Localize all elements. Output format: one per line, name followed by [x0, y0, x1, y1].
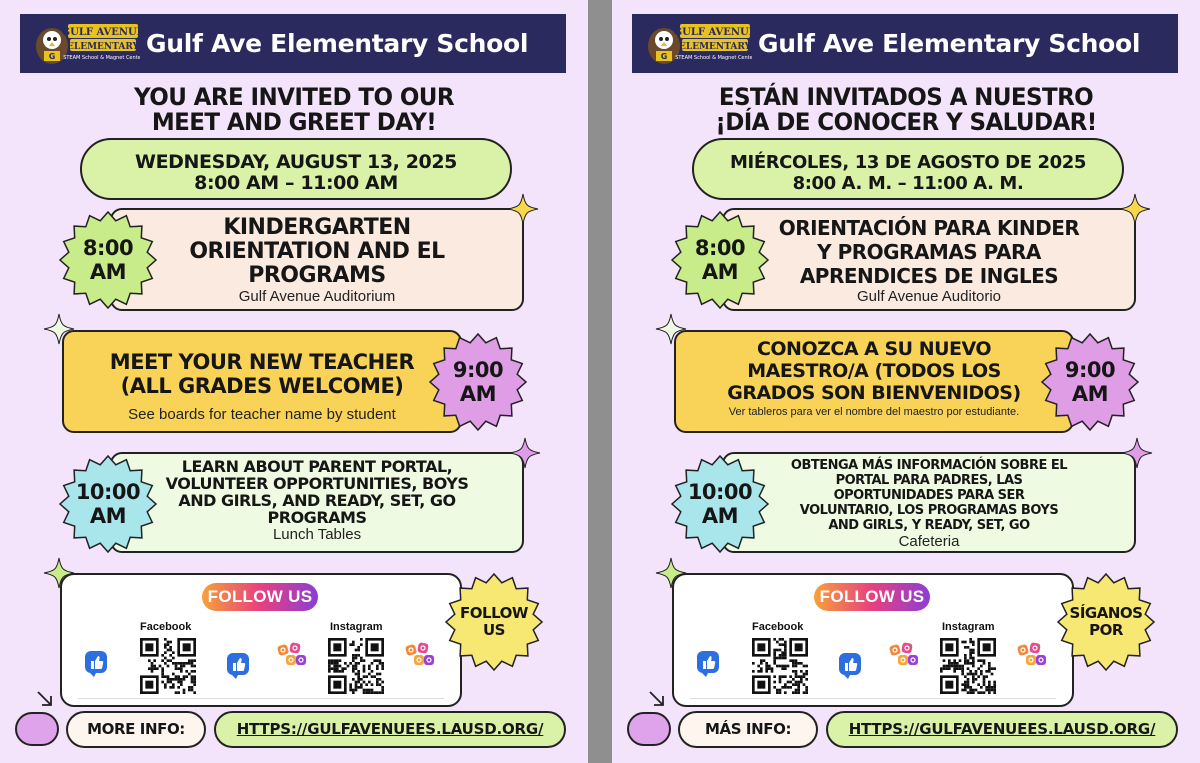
follow-us-box — [60, 573, 462, 707]
follow-us-badge — [444, 572, 544, 672]
event3-title-line: OPORTUNIDADES PARA SER — [833, 488, 1025, 503]
svg-text:G: G — [48, 51, 56, 61]
decorative-oval — [627, 712, 671, 746]
time-badge-10am — [58, 454, 158, 554]
event3-title — [112, 458, 522, 526]
event3-title-line: AND GIRLS, AND READY, SET, GO — [178, 491, 456, 510]
facebook-like-icon — [226, 652, 250, 680]
event2-title-line: GRADOS SON BIENVENIDOS) — [727, 382, 1021, 404]
follow-us-box — [672, 573, 1074, 707]
badge-time: 9:00 — [1064, 358, 1116, 382]
event1-title-line: KINDERGARTEN — [223, 215, 411, 240]
time-badge-8am — [670, 210, 770, 310]
logo-line2: ELEMENTARY — [67, 41, 139, 52]
sparkle-icon — [506, 192, 540, 226]
time-badge-10am — [670, 454, 770, 554]
logo-line1: GULF AVENUE — [673, 26, 752, 38]
event3-title-line: VOLUNTEER OPPORTUNITIES, BOYS — [165, 474, 469, 493]
event-parent-portal-box — [110, 452, 524, 553]
event1-location: Gulf Avenue Auditorio — [857, 288, 1001, 305]
instagram-icon — [276, 641, 308, 669]
event3-title-line: VOLUNTARIO, LOS PROGRAMAS BOYS — [799, 503, 1059, 518]
badge-follow-line1: SÍGANOS — [1069, 604, 1143, 622]
event2-title-line: MEET YOUR NEW TEACHER — [109, 350, 415, 374]
instagram-label: Instagram — [942, 621, 995, 633]
event2-note: Ver tableros para ver el nombre del maestro por estudiante. — [728, 406, 1020, 418]
follow-us-pill: FOLLOW US — [814, 583, 930, 611]
badge-ampm: AM — [701, 504, 739, 528]
badge-ampm: AM — [89, 260, 127, 284]
badge-follow-line2: US — [483, 621, 505, 639]
more-info-label: MORE INFO: — [66, 711, 206, 748]
header-bar — [632, 14, 1178, 73]
badge-time: 9:00 — [452, 358, 504, 382]
event-parent-portal-box — [722, 452, 1136, 553]
website-link[interactable]: HTTPS://GULFAVENUEES.LAUSD.ORG/ — [214, 711, 566, 748]
invite-heading-line1: YOU ARE INVITED TO OUR — [134, 83, 454, 112]
divider-line — [78, 698, 444, 699]
date-line1: WEDNESDAY, AUGUST 13, 2025 — [135, 151, 457, 173]
badge-ampm: AM — [459, 382, 497, 406]
arrow-down-right-icon — [36, 690, 54, 708]
sparkle-icon — [508, 436, 542, 470]
logo-line3: STEAM School & Magnet Center — [63, 54, 140, 61]
invite-heading-line2: ¡DÍA DE CONOCER Y SALUDAR! — [715, 108, 1097, 137]
page-gutter — [588, 0, 612, 763]
event-meet-teacher-box — [674, 330, 1074, 433]
instagram-qr-code[interactable] — [940, 638, 996, 694]
event-kindergarten-box — [722, 208, 1136, 311]
event1-title-line: ORIENTATION AND EL — [189, 239, 445, 264]
facebook-like-icon — [84, 650, 108, 678]
event3-location: Lunch Tables — [272, 526, 362, 543]
sparkle-icon — [654, 312, 688, 346]
event-kindergarten-box — [110, 208, 524, 311]
event2-note: See boards for teacher name by student — [128, 406, 396, 423]
event2-title — [676, 338, 1072, 404]
date-pill — [692, 138, 1124, 200]
divider-line — [690, 698, 1056, 699]
event3-location: Cafeteria — [898, 533, 960, 550]
facebook-qr-code[interactable] — [752, 638, 808, 694]
school-logo — [30, 18, 140, 70]
sparkle-icon — [42, 312, 76, 346]
event3-title-line: OBTENGA MÁS INFORMACIÓN SOBRE EL — [790, 458, 1068, 473]
date-line2: 8:00 AM – 11:00 AM — [194, 172, 398, 194]
sparkle-icon — [1118, 192, 1152, 226]
instagram-qr-code[interactable] — [328, 638, 384, 694]
event-meet-teacher-box — [62, 330, 462, 433]
badge-time: 10:00 — [75, 480, 141, 504]
facebook-like-icon — [838, 652, 862, 680]
sparkle-icon — [1120, 436, 1154, 470]
event3-title-line: LEARN ABOUT PARENT PORTAL, — [181, 457, 453, 476]
event3-title-line: PROGRAMS — [267, 508, 367, 527]
event1-title — [724, 216, 1134, 288]
facebook-label: Facebook — [752, 621, 804, 633]
header-bar — [20, 14, 566, 73]
instagram-icon — [1016, 641, 1048, 669]
event3-title-line: AND GIRLS, Y READY, SET, GO — [828, 518, 1030, 533]
badge-time: 10:00 — [687, 480, 753, 504]
badge-follow-line1: FOLLOW — [460, 604, 528, 622]
flyer-page-spanish — [612, 0, 1200, 763]
event1-title — [112, 216, 522, 288]
event2-title — [64, 350, 460, 398]
arrow-down-right-icon — [648, 690, 666, 708]
event3-title — [724, 458, 1134, 533]
event3-title-line: PORTAL PARA PADRES, LAS — [835, 473, 1023, 488]
date-line1: MIÉRCOLES, 13 DE AGOSTO DE 2025 — [730, 152, 1086, 173]
facebook-like-icon — [696, 650, 720, 678]
event2-title-line: MAESTRO/A (TODOS LOS — [747, 360, 1001, 382]
invite-heading-line2: MEET AND GREET DAY! — [151, 108, 437, 137]
event1-title-line: Y PROGRAMAS PARA — [817, 240, 1041, 264]
decorative-oval — [15, 712, 59, 746]
date-pill — [80, 138, 512, 200]
invite-heading — [612, 85, 1200, 135]
school-title: Gulf Ave Elementary School — [146, 29, 529, 58]
logo-line2: ELEMENTARY — [679, 41, 751, 52]
badge-ampm: AM — [1071, 382, 1109, 406]
event1-location: Gulf Avenue Auditorium — [238, 288, 396, 305]
badge-follow-line2: POR — [1089, 621, 1123, 639]
school-title: Gulf Ave Elementary School — [758, 29, 1141, 58]
instagram-icon — [888, 641, 920, 669]
time-badge-9am — [428, 332, 528, 432]
badge-time: 8:00 — [694, 236, 746, 260]
follow-us-pill: FOLLOW US — [202, 583, 318, 611]
badge-time: 8:00 — [82, 236, 134, 260]
date-line2: 8:00 A. M. – 11:00 A. M. — [792, 173, 1024, 194]
event2-title-line: CONOZCA A SU NUEVO — [756, 338, 992, 360]
more-info-label: MÁS INFO: — [678, 711, 818, 748]
school-logo — [642, 18, 752, 70]
badge-ampm: AM — [701, 260, 739, 284]
event2-title-line: (ALL GRADES WELCOME) — [120, 374, 404, 398]
instagram-label: Instagram — [330, 621, 383, 633]
invite-heading — [0, 85, 588, 135]
website-link[interactable]: HTTPS://GULFAVENUEES.LAUSD.ORG/ — [826, 711, 1178, 748]
flyer-page-english — [0, 0, 588, 763]
time-badge-9am — [1040, 332, 1140, 432]
event1-title-line: APRENDICES DE INGLES — [799, 264, 1059, 288]
logo-line1: GULF AVENUE — [61, 26, 140, 38]
time-badge-8am — [58, 210, 158, 310]
event1-title-line: PROGRAMS — [248, 263, 386, 288]
event1-title-line: ORIENTACIÓN PARA KINDER — [778, 216, 1080, 240]
instagram-icon — [404, 641, 436, 669]
svg-text:G: G — [660, 51, 668, 61]
facebook-qr-code[interactable] — [140, 638, 196, 694]
invite-heading-line1: ESTÁN INVITADOS A NUESTRO — [718, 83, 1094, 112]
facebook-label: Facebook — [140, 621, 192, 633]
follow-us-badge — [1056, 572, 1156, 672]
badge-ampm: AM — [89, 504, 127, 528]
logo-line3: STEAM School & Magnet Center — [675, 54, 752, 61]
